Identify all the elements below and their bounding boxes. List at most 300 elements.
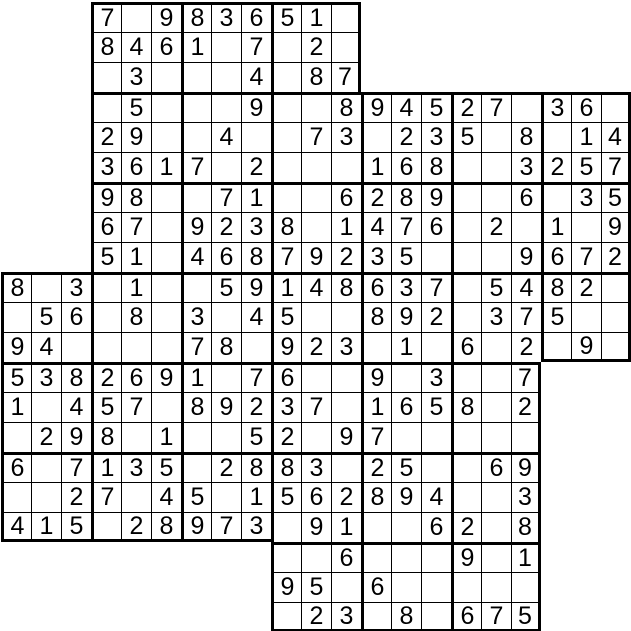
given-cell-r3-c11: 8 (331, 92, 361, 122)
empty-cell-r9-c5[interactable] (151, 272, 181, 302)
given-cell-r12-c6: 1 (181, 362, 211, 392)
empty-cell-r14-c6[interactable] (181, 422, 211, 452)
empty-cell-r16-c15[interactable] (451, 482, 481, 512)
empty-cell-r3-c10[interactable] (301, 92, 331, 122)
given-cell-r4-c4: 9 (121, 122, 151, 152)
empty-cell-r6-c18[interactable] (541, 182, 571, 212)
given-cell-r12-c14: 3 (421, 362, 451, 392)
empty-cell-r13-c11[interactable] (331, 392, 361, 422)
empty-cell-r6-c15[interactable] (451, 182, 481, 212)
empty-cell-r10-c7[interactable] (211, 302, 241, 332)
empty-cell-r19-c15[interactable] (451, 572, 481, 602)
empty-cell-r10-c3[interactable] (91, 302, 121, 332)
given-cell-r15-c16: 6 (481, 452, 511, 482)
given-cell-r8-c7: 6 (211, 242, 241, 272)
given-cell-r8-c12: 3 (361, 242, 391, 272)
given-cell-r3-c19: 6 (571, 92, 601, 122)
given-cell-r3-c4: 5 (121, 92, 151, 122)
given-cell-r4-c3: 2 (91, 122, 121, 152)
empty-cell-r16-c1[interactable] (31, 482, 61, 512)
given-cell-r5-c20: 7 (601, 152, 631, 182)
given-cell-r14-c2: 9 (61, 422, 91, 452)
given-cell-r4-c19: 1 (571, 122, 601, 152)
given-cell-r16-c2: 2 (61, 482, 91, 512)
given-cell-r7-c9: 8 (271, 212, 301, 242)
empty-cell-r11-c2[interactable] (61, 332, 91, 362)
given-cell-r3-c13: 4 (391, 92, 421, 122)
given-cell-r15-c2: 7 (61, 452, 91, 482)
given-cell-r2-c4: 3 (121, 62, 151, 92)
empty-cell-r8-c14[interactable] (421, 242, 451, 272)
given-cell-r8-c8: 8 (241, 242, 271, 272)
given-cell-r13-c12: 1 (361, 392, 391, 422)
empty-cell-r4-c12[interactable] (361, 122, 391, 152)
given-cell-r16-c8: 1 (241, 482, 271, 512)
given-cell-r11-c1: 4 (31, 332, 61, 362)
given-cell-r9-c18: 8 (541, 272, 571, 302)
given-cell-r16-c9: 5 (271, 482, 301, 512)
given-cell-r13-c10: 7 (301, 392, 331, 422)
given-cell-r16-c12: 8 (361, 482, 391, 512)
empty-cell-r2-c9[interactable] (271, 62, 301, 92)
given-cell-r0-c9: 5 (271, 2, 301, 32)
empty-cell-r7-c10[interactable] (301, 212, 331, 242)
empty-cell-r10-c11[interactable] (331, 302, 361, 332)
empty-cell-r4-c5[interactable] (151, 122, 181, 152)
given-cell-r18-c17: 1 (511, 542, 541, 572)
given-cell-r14-c9: 2 (271, 422, 301, 452)
empty-cell-r14-c4[interactable] (121, 422, 151, 452)
given-cell-r14-c11: 9 (331, 422, 361, 452)
given-cell-r15-c12: 2 (361, 452, 391, 482)
given-cell-r6-c12: 2 (361, 182, 391, 212)
empty-cell-r14-c15[interactable] (451, 422, 481, 452)
given-cell-r2-c10: 8 (301, 62, 331, 92)
given-cell-r15-c5: 5 (151, 452, 181, 482)
given-cell-r10-c18: 5 (541, 302, 571, 332)
empty-cell-r14-c16[interactable] (481, 422, 511, 452)
given-cell-r11-c9: 9 (271, 332, 301, 362)
given-cell-r13-c3: 5 (91, 392, 121, 422)
given-cell-r17-c15: 2 (451, 512, 481, 542)
given-cell-r5-c13: 6 (391, 152, 421, 182)
given-cell-r12-c0: 5 (1, 362, 31, 392)
given-cell-r7-c16: 2 (481, 212, 511, 242)
given-cell-r9-c14: 7 (421, 272, 451, 302)
given-cell-r5-c14: 8 (421, 152, 451, 182)
given-cell-r17-c4: 2 (121, 512, 151, 542)
empty-cell-r3-c9[interactable] (271, 92, 301, 122)
given-cell-r17-c0: 4 (1, 512, 31, 542)
given-cell-r16-c13: 9 (391, 482, 421, 512)
given-cell-r6-c3: 9 (91, 182, 121, 212)
given-cell-r7-c8: 3 (241, 212, 271, 242)
given-cell-r10-c12: 8 (361, 302, 391, 332)
given-cell-r16-c17: 3 (511, 482, 541, 512)
empty-cell-r14-c7[interactable] (211, 422, 241, 452)
empty-cell-r6-c5[interactable] (151, 182, 181, 212)
given-cell-r6-c11: 6 (331, 182, 361, 212)
empty-cell-r5-c16[interactable] (481, 152, 511, 182)
empty-cell-r10-c10[interactable] (301, 302, 331, 332)
given-cell-r9-c11: 8 (331, 272, 361, 302)
given-cell-r8-c9: 7 (271, 242, 301, 272)
empty-cell-r11-c5[interactable] (151, 332, 181, 362)
given-cell-r13-c15: 8 (451, 392, 481, 422)
empty-cell-r7-c17[interactable] (511, 212, 541, 242)
given-cell-r12-c17: 7 (511, 362, 541, 392)
given-cell-r19-c9: 9 (271, 572, 301, 602)
given-cell-r17-c17: 8 (511, 512, 541, 542)
empty-cell-r11-c18[interactable] (541, 332, 571, 362)
empty-cell-r12-c7[interactable] (211, 362, 241, 392)
given-cell-r10-c16: 3 (481, 302, 511, 332)
given-cell-r3-c12: 9 (361, 92, 391, 122)
empty-cell-r16-c7[interactable] (211, 482, 241, 512)
empty-cell-r11-c20[interactable] (601, 332, 631, 362)
given-cell-r13-c13: 6 (391, 392, 421, 422)
empty-cell-r9-c15[interactable] (451, 272, 481, 302)
given-cell-r4-c20: 4 (601, 122, 631, 152)
given-cell-r5-c18: 2 (541, 152, 571, 182)
empty-cell-r3-c5[interactable] (151, 92, 181, 122)
given-cell-r5-c5: 1 (151, 152, 181, 182)
given-cell-r4-c14: 3 (421, 122, 451, 152)
empty-cell-r13-c1[interactable] (31, 392, 61, 422)
empty-cell-r10-c19[interactable] (571, 302, 601, 332)
empty-cell-r5-c15[interactable] (451, 152, 481, 182)
empty-cell-r11-c12[interactable] (361, 332, 391, 362)
given-cell-r13-c2: 4 (61, 392, 91, 422)
empty-cell-r3-c6[interactable] (181, 92, 211, 122)
given-cell-r13-c9: 3 (271, 392, 301, 422)
given-cell-r15-c17: 9 (511, 452, 541, 482)
empty-cell-r2-c6[interactable] (181, 62, 211, 92)
given-cell-r10-c4: 8 (121, 302, 151, 332)
empty-cell-r4-c8[interactable] (241, 122, 271, 152)
empty-cell-r12-c13[interactable] (391, 362, 421, 392)
empty-cell-r6-c6[interactable] (181, 182, 211, 212)
empty-cell-r5-c7[interactable] (211, 152, 241, 182)
given-cell-r6-c8: 1 (241, 182, 271, 212)
empty-cell-r18-c16[interactable] (481, 542, 511, 572)
given-cell-r17-c7: 7 (211, 512, 241, 542)
given-cell-r1-c4: 4 (121, 32, 151, 62)
empty-cell-r17-c9[interactable] (271, 512, 301, 542)
given-cell-r15-c10: 3 (301, 452, 331, 482)
given-cell-r11-c11: 3 (331, 332, 361, 362)
empty-cell-r18-c13[interactable] (391, 542, 421, 572)
given-cell-r17-c6: 9 (181, 512, 211, 542)
empty-cell-r2-c7[interactable] (211, 62, 241, 92)
empty-cell-r5-c10[interactable] (301, 152, 331, 182)
given-cell-r4-c7: 4 (211, 122, 241, 152)
given-cell-r8-c11: 2 (331, 242, 361, 272)
given-cell-r9-c9: 1 (271, 272, 301, 302)
empty-cell-r4-c9[interactable] (271, 122, 301, 152)
given-cell-r9-c13: 3 (391, 272, 421, 302)
given-cell-r6-c19: 3 (571, 182, 601, 212)
given-cell-r11-c0: 9 (1, 332, 31, 362)
given-cell-r8-c20: 2 (601, 242, 631, 272)
empty-cell-r1-c9[interactable] (271, 32, 301, 62)
given-cell-r8-c19: 7 (571, 242, 601, 272)
given-cell-r2-c11: 7 (331, 62, 361, 92)
empty-cell-r4-c6[interactable] (181, 122, 211, 152)
empty-cell-r11-c14[interactable] (421, 332, 451, 362)
empty-cell-r8-c15[interactable] (451, 242, 481, 272)
empty-cell-r15-c15[interactable] (451, 452, 481, 482)
given-cell-r8-c17: 9 (511, 242, 541, 272)
empty-cell-r14-c10[interactable] (301, 422, 331, 452)
empty-cell-r11-c3[interactable] (91, 332, 121, 362)
given-cell-r5-c12: 1 (361, 152, 391, 182)
given-cell-r3-c16: 7 (481, 92, 511, 122)
given-cell-r13-c8: 2 (241, 392, 271, 422)
empty-cell-r14-c17[interactable] (511, 422, 541, 452)
given-cell-r11-c17: 2 (511, 332, 541, 362)
empty-cell-r10-c20[interactable] (601, 302, 631, 332)
empty-cell-r6-c16[interactable] (481, 182, 511, 212)
given-cell-r15-c4: 3 (121, 452, 151, 482)
given-cell-r9-c10: 4 (301, 272, 331, 302)
empty-cell-r11-c4[interactable] (121, 332, 151, 362)
empty-cell-r11-c16[interactable] (481, 332, 511, 362)
empty-cell-r15-c14[interactable] (421, 452, 451, 482)
empty-cell-r18-c14[interactable] (421, 542, 451, 572)
given-cell-r20-c16: 7 (481, 602, 511, 631)
empty-cell-r13-c5[interactable] (151, 392, 181, 422)
empty-cell-r20-c14[interactable] (421, 602, 451, 631)
empty-cell-r15-c6[interactable] (181, 452, 211, 482)
given-cell-r3-c15: 2 (451, 92, 481, 122)
given-cell-r12-c2: 8 (61, 362, 91, 392)
given-cell-r4-c11: 3 (331, 122, 361, 152)
given-cell-r13-c14: 5 (421, 392, 451, 422)
given-cell-r4-c15: 5 (451, 122, 481, 152)
given-cell-r15-c7: 2 (211, 452, 241, 482)
empty-cell-r3-c17[interactable] (511, 92, 541, 122)
given-cell-r5-c6: 7 (181, 152, 211, 182)
given-cell-r12-c3: 2 (91, 362, 121, 392)
empty-cell-r3-c3[interactable] (91, 92, 121, 122)
empty-cell-r19-c11[interactable] (331, 572, 361, 602)
given-cell-r10-c6: 3 (181, 302, 211, 332)
empty-cell-r2-c5[interactable] (151, 62, 181, 92)
given-cell-r18-c11: 6 (331, 542, 361, 572)
given-cell-r1-c10: 2 (301, 32, 331, 62)
empty-cell-r19-c14[interactable] (421, 572, 451, 602)
empty-cell-r14-c0[interactable] (1, 422, 31, 452)
given-cell-r4-c17: 8 (511, 122, 541, 152)
given-cell-r16-c3: 7 (91, 482, 121, 512)
empty-cell-r8-c5[interactable] (151, 242, 181, 272)
given-cell-r16-c11: 2 (331, 482, 361, 512)
empty-cell-r18-c9[interactable] (271, 542, 301, 572)
given-cell-r10-c8: 4 (241, 302, 271, 332)
empty-cell-r0-c4[interactable] (121, 2, 151, 32)
given-cell-r3-c14: 5 (421, 92, 451, 122)
empty-cell-r12-c15[interactable] (451, 362, 481, 392)
given-cell-r5-c8: 2 (241, 152, 271, 182)
given-cell-r0-c3: 7 (91, 2, 121, 32)
empty-cell-r16-c16[interactable] (481, 482, 511, 512)
given-cell-r7-c18: 1 (541, 212, 571, 242)
empty-cell-r20-c9[interactable] (271, 602, 301, 631)
empty-cell-r17-c3[interactable] (91, 512, 121, 542)
empty-cell-r7-c19[interactable] (571, 212, 601, 242)
given-cell-r8-c3: 5 (91, 242, 121, 272)
given-cell-r17-c2: 5 (61, 512, 91, 542)
given-cell-r1-c8: 7 (241, 32, 271, 62)
empty-cell-r17-c16[interactable] (481, 512, 511, 542)
empty-cell-r16-c4[interactable] (121, 482, 151, 512)
given-cell-r15-c9: 8 (271, 452, 301, 482)
given-cell-r6-c7: 7 (211, 182, 241, 212)
given-cell-r9-c2: 3 (61, 272, 91, 302)
given-cell-r20-c11: 3 (331, 602, 361, 631)
empty-cell-r1-c7[interactable] (211, 32, 241, 62)
empty-cell-r17-c12[interactable] (361, 512, 391, 542)
given-cell-r16-c10: 6 (301, 482, 331, 512)
given-cell-r7-c6: 9 (181, 212, 211, 242)
given-cell-r14-c3: 8 (91, 422, 121, 452)
given-cell-r0-c7: 3 (211, 2, 241, 32)
given-cell-r14-c8: 5 (241, 422, 271, 452)
empty-cell-r14-c13[interactable] (391, 422, 421, 452)
empty-cell-r12-c10[interactable] (301, 362, 331, 392)
given-cell-r7-c12: 4 (361, 212, 391, 242)
given-cell-r1-c5: 6 (151, 32, 181, 62)
given-cell-r7-c13: 7 (391, 212, 421, 242)
given-cell-r20-c13: 8 (391, 602, 421, 631)
empty-cell-r7-c5[interactable] (151, 212, 181, 242)
empty-cell-r1-c11[interactable] (331, 32, 361, 62)
empty-cell-r5-c11[interactable] (331, 152, 361, 182)
empty-cell-r14-c14[interactable] (421, 422, 451, 452)
given-cell-r17-c11: 1 (331, 512, 361, 542)
empty-cell-r9-c6[interactable] (181, 272, 211, 302)
empty-cell-r2-c3[interactable] (91, 62, 121, 92)
empty-cell-r19-c17[interactable] (511, 572, 541, 602)
empty-cell-r11-c8[interactable] (241, 332, 271, 362)
empty-cell-r3-c20[interactable] (601, 92, 631, 122)
given-cell-r6-c4: 8 (121, 182, 151, 212)
given-cell-r12-c12: 9 (361, 362, 391, 392)
given-cell-r15-c3: 1 (91, 452, 121, 482)
empty-cell-r10-c5[interactable] (151, 302, 181, 332)
empty-cell-r4-c18[interactable] (541, 122, 571, 152)
given-cell-r9-c16: 5 (481, 272, 511, 302)
empty-cell-r7-c15[interactable] (451, 212, 481, 242)
empty-cell-r15-c1[interactable] (31, 452, 61, 482)
given-cell-r12-c5: 9 (151, 362, 181, 392)
empty-cell-r16-c0[interactable] (1, 482, 31, 512)
empty-cell-r19-c13[interactable] (391, 572, 421, 602)
empty-cell-r18-c12[interactable] (361, 542, 391, 572)
given-cell-r14-c5: 1 (151, 422, 181, 452)
given-cell-r10-c2: 6 (61, 302, 91, 332)
given-cell-r10-c13: 9 (391, 302, 421, 332)
empty-cell-r0-c11[interactable] (331, 2, 361, 32)
empty-cell-r19-c16[interactable] (481, 572, 511, 602)
given-cell-r17-c8: 3 (241, 512, 271, 542)
empty-cell-r10-c15[interactable] (451, 302, 481, 332)
empty-cell-r5-c9[interactable] (271, 152, 301, 182)
given-cell-r0-c10: 1 (301, 2, 331, 32)
given-cell-r18-c15: 9 (451, 542, 481, 572)
empty-cell-r15-c11[interactable] (331, 452, 361, 482)
empty-cell-r9-c3[interactable] (91, 272, 121, 302)
given-cell-r11-c15: 6 (451, 332, 481, 362)
empty-cell-r10-c0[interactable] (1, 302, 31, 332)
empty-cell-r17-c13[interactable] (391, 512, 421, 542)
given-cell-r5-c3: 3 (91, 152, 121, 182)
given-cell-r15-c13: 5 (391, 452, 421, 482)
given-cell-r7-c14: 6 (421, 212, 451, 242)
given-cell-r11-c6: 7 (181, 332, 211, 362)
given-cell-r10-c9: 5 (271, 302, 301, 332)
given-cell-r3-c8: 9 (241, 92, 271, 122)
empty-cell-r3-c7[interactable] (211, 92, 241, 122)
samurai-sudoku-board (1, 2, 631, 631)
given-cell-r5-c17: 3 (511, 152, 541, 182)
given-cell-r14-c1: 2 (31, 422, 61, 452)
given-cell-r0-c6: 8 (181, 2, 211, 32)
given-cell-r13-c4: 7 (121, 392, 151, 422)
empty-cell-r12-c16[interactable] (481, 362, 511, 392)
empty-cell-r8-c16[interactable] (481, 242, 511, 272)
given-cell-r0-c5: 9 (151, 2, 181, 32)
given-cell-r11-c10: 2 (301, 332, 331, 362)
given-cell-r9-c4: 1 (121, 272, 151, 302)
given-cell-r7-c11: 1 (331, 212, 361, 242)
given-cell-r7-c4: 7 (121, 212, 151, 242)
given-cell-r13-c0: 1 (1, 392, 31, 422)
given-cell-r3-c18: 3 (541, 92, 571, 122)
empty-cell-r6-c9[interactable] (271, 182, 301, 212)
given-cell-r7-c20: 9 (601, 212, 631, 242)
empty-cell-r6-c10[interactable] (301, 182, 331, 212)
empty-cell-r9-c20[interactable] (601, 272, 631, 302)
given-cell-r20-c10: 2 (301, 602, 331, 631)
given-cell-r13-c7: 9 (211, 392, 241, 422)
given-cell-r16-c5: 4 (151, 482, 181, 512)
given-cell-r6-c14: 9 (421, 182, 451, 212)
given-cell-r12-c1: 3 (31, 362, 61, 392)
given-cell-r8-c10: 9 (301, 242, 331, 272)
empty-cell-r12-c11[interactable] (331, 362, 361, 392)
given-cell-r12-c9: 6 (271, 362, 301, 392)
given-cell-r11-c13: 1 (391, 332, 421, 362)
given-cell-r9-c12: 6 (361, 272, 391, 302)
given-cell-r15-c0: 6 (1, 452, 31, 482)
given-cell-r7-c7: 2 (211, 212, 241, 242)
empty-cell-r13-c16[interactable] (481, 392, 511, 422)
empty-cell-r4-c16[interactable] (481, 122, 511, 152)
empty-cell-r20-c12[interactable] (361, 602, 391, 631)
given-cell-r9-c0: 8 (1, 272, 31, 302)
empty-cell-r9-c1[interactable] (31, 272, 61, 302)
given-cell-r19-c12: 6 (361, 572, 391, 602)
given-cell-r5-c19: 5 (571, 152, 601, 182)
given-cell-r8-c13: 5 (391, 242, 421, 272)
given-cell-r17-c14: 6 (421, 512, 451, 542)
given-cell-r12-c8: 7 (241, 362, 271, 392)
given-cell-r0-c8: 6 (241, 2, 271, 32)
empty-cell-r18-c10[interactable] (301, 542, 331, 572)
given-cell-r11-c7: 8 (211, 332, 241, 362)
